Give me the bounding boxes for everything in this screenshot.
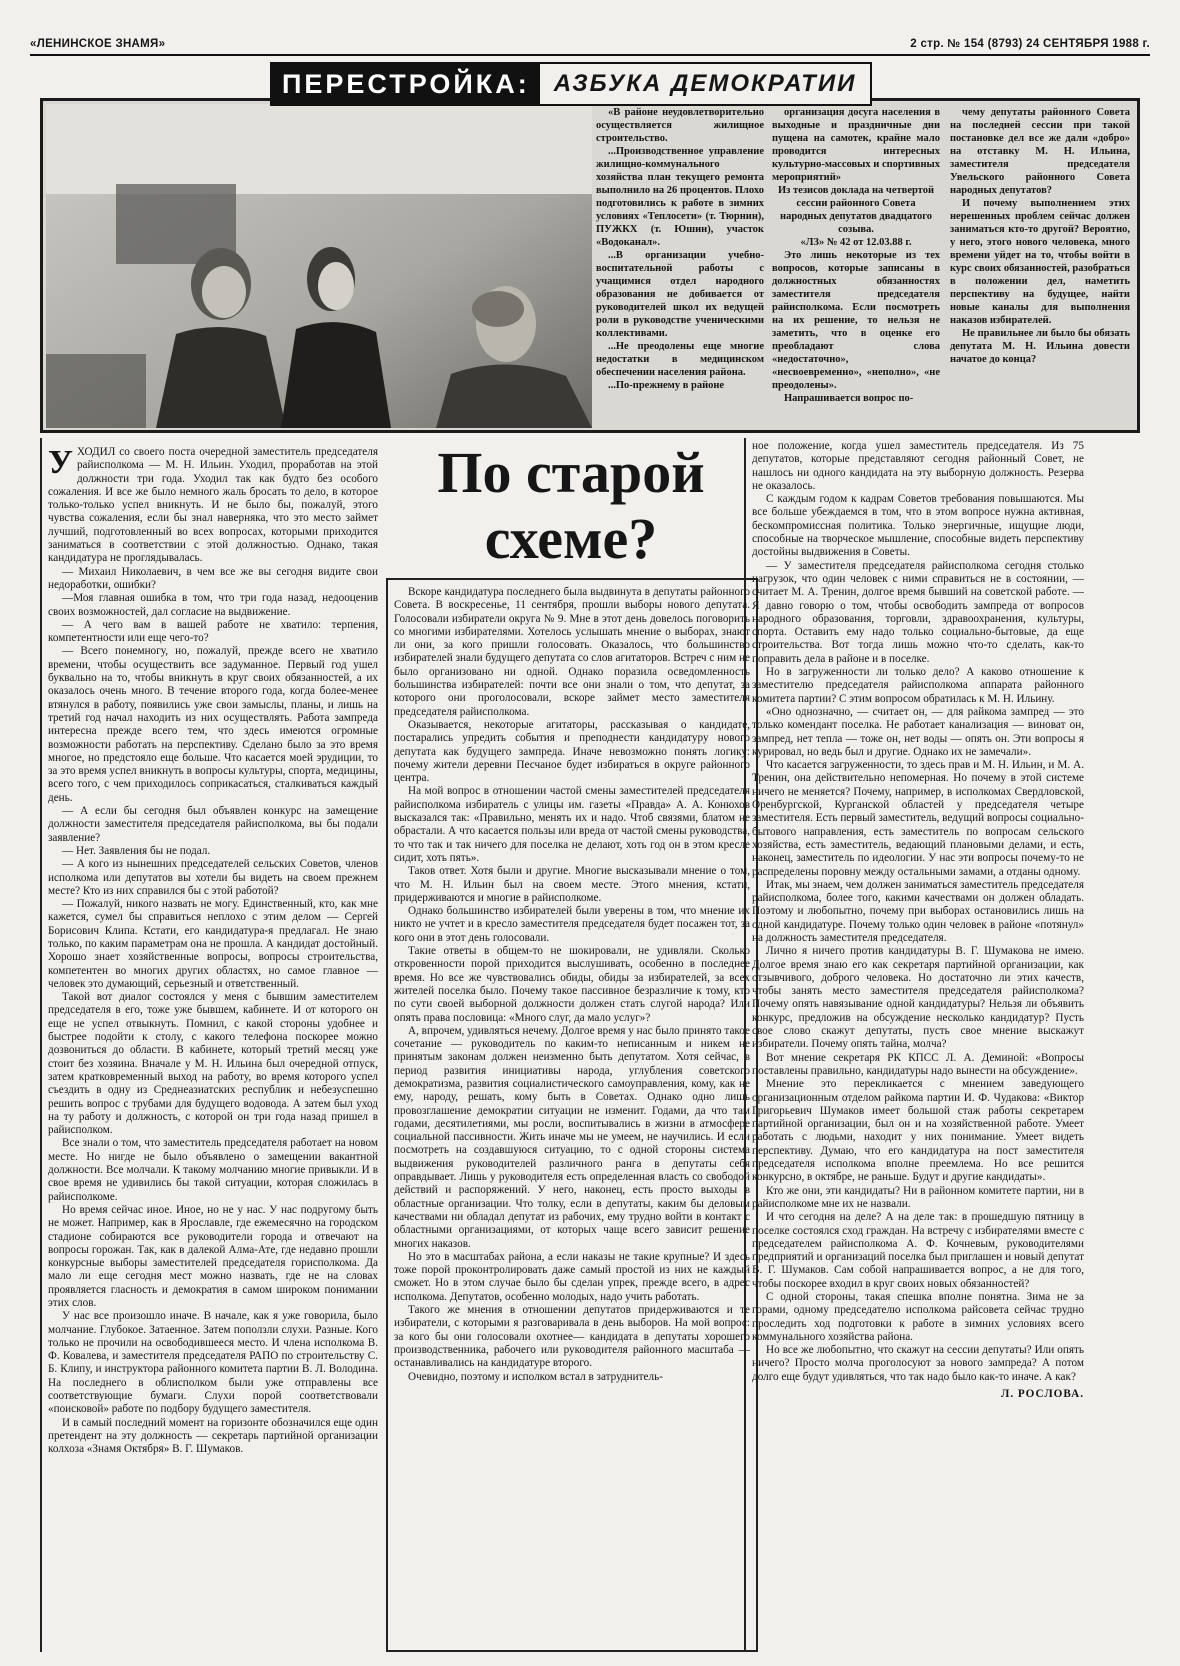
article-column-left xyxy=(48,446,378,1646)
rubric-banner xyxy=(270,62,872,106)
article-column-right xyxy=(752,440,1084,1646)
article-paragraph: Но время сейчас иное. Иное, но не у нас. У нас подругому быть не может. Например, как в Ярославле, где ежемесячно на городском стадионе собираются все руководители города и отвечают на вопросы горожан. Так, как в далекой Алма-Ате, где недавно прошли конкурсные выборы заместителей председателя горисполкома. Да мало ли еще сегодня мест можно назвать, где не на словах проявляется гласность и демократия в самом широком понимании этих слов. xyxy=(48,1203,378,1309)
quote-column-1 xyxy=(596,106,764,428)
quote-paragraph: ...Производственное управление жилищно-коммунального хозяйства план текущего ремонта выполнило на 26 процентов. Плохо подготовились к работе в зимних условиях «Теплосети» (т. Тюрнин), ПУЖКХ (т. Юшин), участок «Водоканал». xyxy=(596,146,764,248)
quote-paragraph: Это лишь некоторые из тех вопросов, которые записаны в должностных обязанностях заместителя председателя райисполкома. Если посмотреть на их решение, то нельзя не заметить, что в оценке его преобладают слова «недостаточно», «несвоевременно», «неполно», «не преодолены». xyxy=(772,250,940,391)
photo-illustration xyxy=(46,104,592,428)
article-paragraph: «Оно однозначно, — считает он, — для райкома зампред — это только комендант поселка. Не работает канализация — виноват он, зампред, нет тепла — тоже он, нет воды — опять он. Эти вопросы я курировал, но ведь был и другие. Однако их не замечали». xyxy=(752,705,1084,758)
rubric-subtitle: АЗБУКА ДЕМОКРАТИИ xyxy=(540,64,871,104)
article-paragraph: Вскоре кандидатура последнего была выдвинута в депутаты районного Совета. В воскресенье, 11 сентября, прошли выборы нового депутата. Голосовали избиратели округа № 9. Мне в этот день довелось поговорить со многими избирателями. Хотелось услышать мнение о выборах, знают ли они, за кого пришли голосовать. Оказалось, что большинство избирателей знали будущего депутата со слов агитаторов. Встреч с ним не было организовано ни одной. Однако поразила осведомленность большинства избирателей: почти все они знали о том, что депутат, за которого они проголосовали, вскоре займет место заместителя председателя райисполкома. xyxy=(394,586,750,718)
article-paragraph: Однако большинство избирателей были уверены в том, что мнение их никто не учтет и в кресло заместителя председателя будет посажен тот, за кого они в этот день голосовали. xyxy=(394,905,750,944)
quote-paragraph: ...По-прежнему в районе xyxy=(608,380,725,391)
article-paragraph: У нас все произошло иначе. В начале, как я уже говорила, было молчание. Глубокое. Затаенное. Затем поползли слухи. Разные. Кого только не прочили на освободившееся место. И члена исполкома В. Ф. Ковалева, и заместителя председателя РАПО по строительству С. Б. Клипу, и инструктора районного комитета партии В. Л. Володина. На последнего в облисполком были уже отправлены все соответствующие бумаги. Слухи порой соответствовали «поисковой» работе по подбору будущего заместителя. xyxy=(48,1310,378,1416)
quote-column-2 xyxy=(772,106,940,428)
article-paragraph: Лично я ничего против кандидатуры В. Г. Шумакова не имею. Долгое время знаю его как секретаря партийной организации, как отзывчивого, доброго человека. Но достаточно ли этих качеств, чтобы занять место заместителя председателя райисполкома? Почему опять навязывание одной кандидатуры? Нельзя ли объявить конкурс, предложив на обсуждение несколько кандидатур? Пусть свое слово скажут депутаты, пусть свое мнение выскажут избиратели. Почему опять тайна, молча? xyxy=(752,945,1084,1051)
lead-text: ХОДИЛ со своего поста очередной заместитель председателя райисполкома — М. Н. Ильин. Уходил, проработав на этой должности три года. Уходил так как будто без особого сожаления. И все же было немного жаль бросать то дело, в которое только-только успел вникнуть. И не было бы, пожалуй, этого чувства сожаления, если бы знал наверняка, что это место займет лучший, подготовленный во всех вопросах, которыми приходится заниматься в соответствии с этой должностью. Однако, такая кандидатура не проглядывалась. xyxy=(48,446,378,565)
left-rule xyxy=(40,438,42,1652)
quote-paragraph: ...Не преодолены еще многие недостатки в медицинском обеспечении населения района. xyxy=(596,341,764,378)
article-paragraph: — Михаил Николаевич, в чем все же вы сегодня видите свои недоработки, ошибки? xyxy=(48,565,378,591)
quote-paragraph: чему депутаты районного Совета на последней сессии при такой постановке дел все же дали «добро» на отставку М. Н. Ильина, заместителя председателя Увельского районного Совета народных депутатов? xyxy=(950,107,1130,196)
article-paragraph: —Моя главная ошибка в том, что три года назад, недооценив своих возможностей, дал согласие на выдвижение. xyxy=(48,592,378,618)
article-paragraph: — Нет. Заявления бы не подал. xyxy=(62,844,211,857)
article-paragraph: Оказывается, некоторые агитаторы, рассказывая о кандидате, постарались упредить события и преподнести кандидатуру нового депутата как будущего зампреда. Иначе невозможно понять логику: почему жители деревни Песчаное будет избираться в округе районного центра. xyxy=(394,718,750,785)
article-paragraph: — Пожалуй, никого назвать не могу. Единственный, кто, как мне кажется, сумел бы справиться неплохо с этим делом — Сергей Борисович Клипа. Кстати, его кандидатура-я предлагал. Не знаю только, по каким параметрам она не прошла. А кандидат достойный. Хорошо знает хозяйственные вопросы, вопросы строительства, компетентен во многих других областях, но самое главное — человек это думающий, серьезный и ответственный. xyxy=(48,898,378,990)
article-paragraph: Такие ответы в общем-то не шокировали, не удивляли. Сколько откровенности порой приходится выслушивать, особенно в последнее время. Но все же чувствовались обиды, обиды за избирателей, за всех жителей поселка было. Почему такое пассивное безразличие к тому, кто по сути своей выборной должности должен стать слугой народа? Или опять права пословица: «Много слуг, да мало услуг»? xyxy=(394,945,750,1024)
article-paragraph: Все знали о том, что заместитель председателя работает на новом месте. Но нигде не было объявлено о замещении вакантной должности. Все молчали. К такому молчанию многие привыкли. И в свое время не удивились бы такой ситуации, которая сложилась в райисполкоме. xyxy=(48,1137,378,1203)
article-headline: По старой схеме? xyxy=(437,440,705,571)
article-paragraph: — А кого из нынешних председателей сельских Советов, членов исполкома или депутатов вы хотели бы видеть на своем прежнем месте? Кто из них справился бы с этой работой? xyxy=(48,858,378,897)
article-paragraph: Что касается загруженности, то здесь прав и М. Н. Ильин, и М. А. Тренин, она действительно непомерная. Но почему в этой системе ничего не меняется? Почему, например, в исполкомах Свердловской, Оренбургской, Курганской областей у председателя четыре заместителя. Есть первый заместитель, ведущий вопросы социально-бытового направления, есть заместитель по вопросам сельского хозяйства, есть заместитель, ведающий плановыми делами, и есть, наконец, заместитель по идеологии. У нас эти вопросы почему-то не распределены поровну между остальными замами, а отданы одному. xyxy=(752,759,1084,878)
article-paragraph: Такого же мнения в отношении депутатов придерживаются и те избиратели, с которыми я разговаривала в день выборов. На мой вопрос: за кого бы они голосовали охотнее— кандидата в депутаты хорошего производственника, рабочего или руководителя районного масштаба — останавливались на кандидатуре второго. xyxy=(394,1304,750,1370)
article-paragraph: Но все же любопытно, что скажут на сессии депутаты? Или опять ничего? Просто молча проголосуют за нового зампреда? А потом долго еще будут удивляться, что так надо было как-то иначе. А как? xyxy=(752,1344,1084,1383)
article-paragraph: — А чего вам в вашей работе не хватило: терпения, компетентности или еще чего-то? xyxy=(48,618,378,645)
article-paragraph: Вот мнение секретаря РК КПСС Л. А. Деминой: «Вопросы поставлены правильно, кандидатуры надо вынести на обсуждение». xyxy=(752,1051,1084,1077)
quote-source: Из тезисов доклада на четвертой сессии районного Совета народных депутатов двадцатого созыва. xyxy=(778,185,934,235)
rubric-perestroika: ПЕРЕСТРОЙКА: xyxy=(272,64,540,104)
article-paragraph: Очевидно, поэтому и исполком встал в затруднитель- xyxy=(408,1370,663,1383)
article-paragraph: Итак, мы знаем, чем должен заниматься заместитель председателя райисполкома, более того, какими качествами он должен обладать. Поэтому и любопытно, почему при выборах остановились лишь на одной кандидатуре. Почему только один человек в районе «потянул» на должность заместителя председателя. xyxy=(752,878,1084,944)
article-paragraph: Таков ответ. Хотя были и другие. Многие высказывали мнение о том, что М. Н. Ильин был на своем месте. Этого мнения, кстати, придерживаются и многие в райисполкоме. xyxy=(394,865,750,904)
quote-paragraph: И почему выполнением этих нерешенных проблем сейчас должен заниматься кто-то другой? Вероятно, у него, этого нового человека, много времени уйдет на то, чтобы войти в курс своих обязанностей, разобраться в положении дел, наметить перспективу на будущее, найти новые каналы для выполнения наказов избирателей. xyxy=(950,198,1130,326)
article-paragraph: А, впрочем, удивляться нечему. Долгое время у нас было принято такое сочетание — руководитель по каким-то неписанным и никем не принятым законам должен неизменно быть депутатом. Хотя сейчас, в период развития инициативы народа, углубления советского демократизма, развития социалистического самоуправления, кому, как не ему, народу, решать, кому быть в Советах. Однако одно лишь провозглашение демократии ситуации не изменит. Годами, да что там годами, десятилетиями, мы росли, воспитывались в жизни в атмосфере социальной пассивности. Жить иначе мы не умеем, не научились. И если посмотреть на создавшуюся ситуацию, то с одной стороны система выдвижения руководителей различного ранга в депутаты себя оправдывает. Лишь у руководителя есть определенная власть со свободой действий и распоряжений. У него, наконец, есть просто выходы в областные организации. Что толку, если в депутаты, каким бы деловым качествами ни обладал депутат из рабочих, ему трудно войти в контакт с областными организациями, от которых чаще всего зависит решение многих наказов. xyxy=(394,1024,750,1250)
issue-line: 2 стр. № 154 (8793) 24 СЕНТЯБРЯ 1988 г. xyxy=(910,38,1150,50)
quote-paragraph: Напрашивается вопрос по- xyxy=(784,393,914,404)
drop-cap: У xyxy=(48,446,73,481)
quote-paragraph: «В районе неудовлетворительно осуществляется жилищное строительство. xyxy=(596,107,764,144)
article-paragraph: — Всего понемногу, но, пожалуй, прежде всего не хватило времени, чтобы осуществить все задуманное. Первый год ушел буквально на то, чтобы вникнуть в круг своих обязанностей, а их оказалось очень много. В течение второго года, когда более-менее втянулся в работу, появились уже свои замыслы, планы, и лишь на третий год начал находить из них осуществлять. Работа зампреда интересна прежде всего тем, что здесь имеются огромные возможности работать на перспективу. Сделано было за это время многое, но предстояло еще больше. Что касается моей эрудиции, то за это время успел вникнуть в вопросы культуры, спорта, медицины, всего того, с чем приходилось соприкасаться, сталкиваться каждый день. xyxy=(48,645,378,804)
quote-paragraph: ...В организации учебно-воспитательной работы с учащимися отдел народного образования не добивается от руководителей школ их ведущей роли в руководстве ученическими коллективами. xyxy=(596,250,764,339)
header-rule xyxy=(30,54,1150,56)
article-paragraph: И в самый последний момент на горизонте обозначился еще один претендент на эту должность — секретарь партийной организации колхоза «Знамя Октября» В. Г. Шумаков. xyxy=(48,1416,378,1456)
article-lead-paragraph xyxy=(48,446,378,566)
quote-paragraph: организация досуга населения в выходные и праздничные дни пущена на самотек, крайне мало проводится интересных культурно-массовых и спортивных мероприятий» xyxy=(772,107,940,183)
quote-source-ref: «ЛЗ» № 42 от 12.03.88 г. xyxy=(800,237,912,248)
article-paragraph: С каждым годом к кадрам Советов требования повышаются. Мы все больше убеждаемся в том, что в этом вопросе нужна активная, бескомпромиссная политика. Только энергичные, ищущие люди, способные на творческое мышление, способные видеть перспективу достойны выдвижения в Советы. xyxy=(752,493,1084,559)
quote-column-3 xyxy=(950,106,1130,428)
article-paragraph: — А если бы сегодня был объявлен конкурс на замещение должности заместителя председателя райисполкома, вы бы подали заявление? xyxy=(48,805,378,844)
article-column-center xyxy=(394,586,750,1646)
article-paragraph: С одной стороны, такая спешка вполне понятна. Зима не за горами, одному председателю исполкома райсовета сейчас трудно проследить ход подготовки к работе в зимних условиях всего коммунального хозяйства района. xyxy=(752,1291,1084,1343)
newspaper-name: «ЛЕНИНСКОЕ ЗНАМЯ» xyxy=(30,38,166,50)
article-paragraph: Такой вот диалог состоялся у меня с бывшим заместителем председателя в его, тоже уже бывшем, кабинете. И от которого он еще не успел отвыкнуть. Помнил, с какой стороны удобнее и быстрее подойти к столу, с какого телефона поскорее можно дозвониться до области. В кабинете, который третий месяц уже стоит без хозяина. Вначале у М. Н. Ильина был очередной отпуск, затем кратковременный выход на работу, во время которого успел съездить в одну из Среднеазиатских республик и небезуспешно решить вопрос с трубами для будущего водовода. А затем был уход на ту работу и должность, с которой он три года назад пришел в райисполком. xyxy=(48,991,378,1137)
article-paragraph: И что сегодня на деле? А на деле так: в прошедшую пятницу в поселке состоялся сход граждан. На встречу с избирателями вместе с председателем райисполкома А. Ф. Кочневым, руководителями предприятий и организаций поселка был приглашен и новый депутат В. Г. Шумаков. Сам собой напрашивается вопрос, а не для того, чтобы поскорее входил в круг своих новых обязанностей? xyxy=(752,1211,1084,1290)
author-signature: Л. РОСЛОВА. xyxy=(1000,1388,1084,1401)
article-paragraph: Но это в масштабах района, а если наказы не такие крупные? И здесь тоже порой проконтролировать даже самый простой из них не каждый сможет. Но в этом случае было бы сделан упрек, прежде всего, в адрес исполкома. Депутатов, особенно молодых, надо учить работать. xyxy=(394,1250,750,1303)
article-paragraph: Мнение это перекликается с мнением заведующего организационным отделом райкома партии И. Ф. Чудакова: «Виктор Григорьевич Шумаков имеет большой стаж работы секретарем партийной организации, был он и на хозяйственной работе. Умеет работать с людьми, находит у них понимание. Умеет видеть перспективу. Думаю, что его кандидатура на пост заместителя председателя исполкома вполне преемлема. Но все решится конкурсно, в октябре, не раньше. Будут и другие кандидаты». xyxy=(752,1078,1084,1184)
article-paragraph: Но в загруженности ли только дело? А каково отношение к заместителю председателя райисполкома аппарата районного комитета партии? С этим вопросом обратилась к М. Н. Ильину. xyxy=(752,666,1084,705)
article-paragraph: — У заместителя председателя райисполкома сегодня столько нагрузок, что один человек с ними справиться не в состоянии, — считает М. А. Тренин, долгое время бывший на советской работе. — Я давно говорю о том, чтобы освободить зампреда от вопросов народного образования, торговли, здравоохранения, культуры, спорта. Оставить ему надо только социально-бытовые, да еще строительства. Вот тогда лишь можно что-то сделать, как-то поправить дела в районе и в поселке. xyxy=(752,559,1084,665)
news-photo xyxy=(46,104,592,428)
article-paragraph: На мой вопрос в отношении частой смены заместителей председателя райисполкома избиратель с улицы им. газеты «Правда» А. А. Конюхов высказался так: «Правильно, менять их и надо. Чтоб связями, блатом не обрастали. А что касается пользы или вреда от частой смены руководства, то что так и так ничего для поселка не делают, хоть год он в этом кресле сидит, хоть пять». xyxy=(394,785,750,864)
article-paragraph: ное положение, когда ушел заместитель председателя. Из 75 депутатов, которые представляют сегодня районный Совет, не нашлось ни одного кандидата на эту выборную должность. Резерва не оказалось. xyxy=(752,440,1084,492)
article-paragraph: Кто же они, эти кандидаты? Ни в районном комитете партии, ни в райисполкоме мне их не назвали. xyxy=(752,1184,1084,1210)
quote-paragraph: Не правильнее ли было бы обязать депутата М. Н. Ильина довести начатое до конца? xyxy=(950,328,1130,365)
